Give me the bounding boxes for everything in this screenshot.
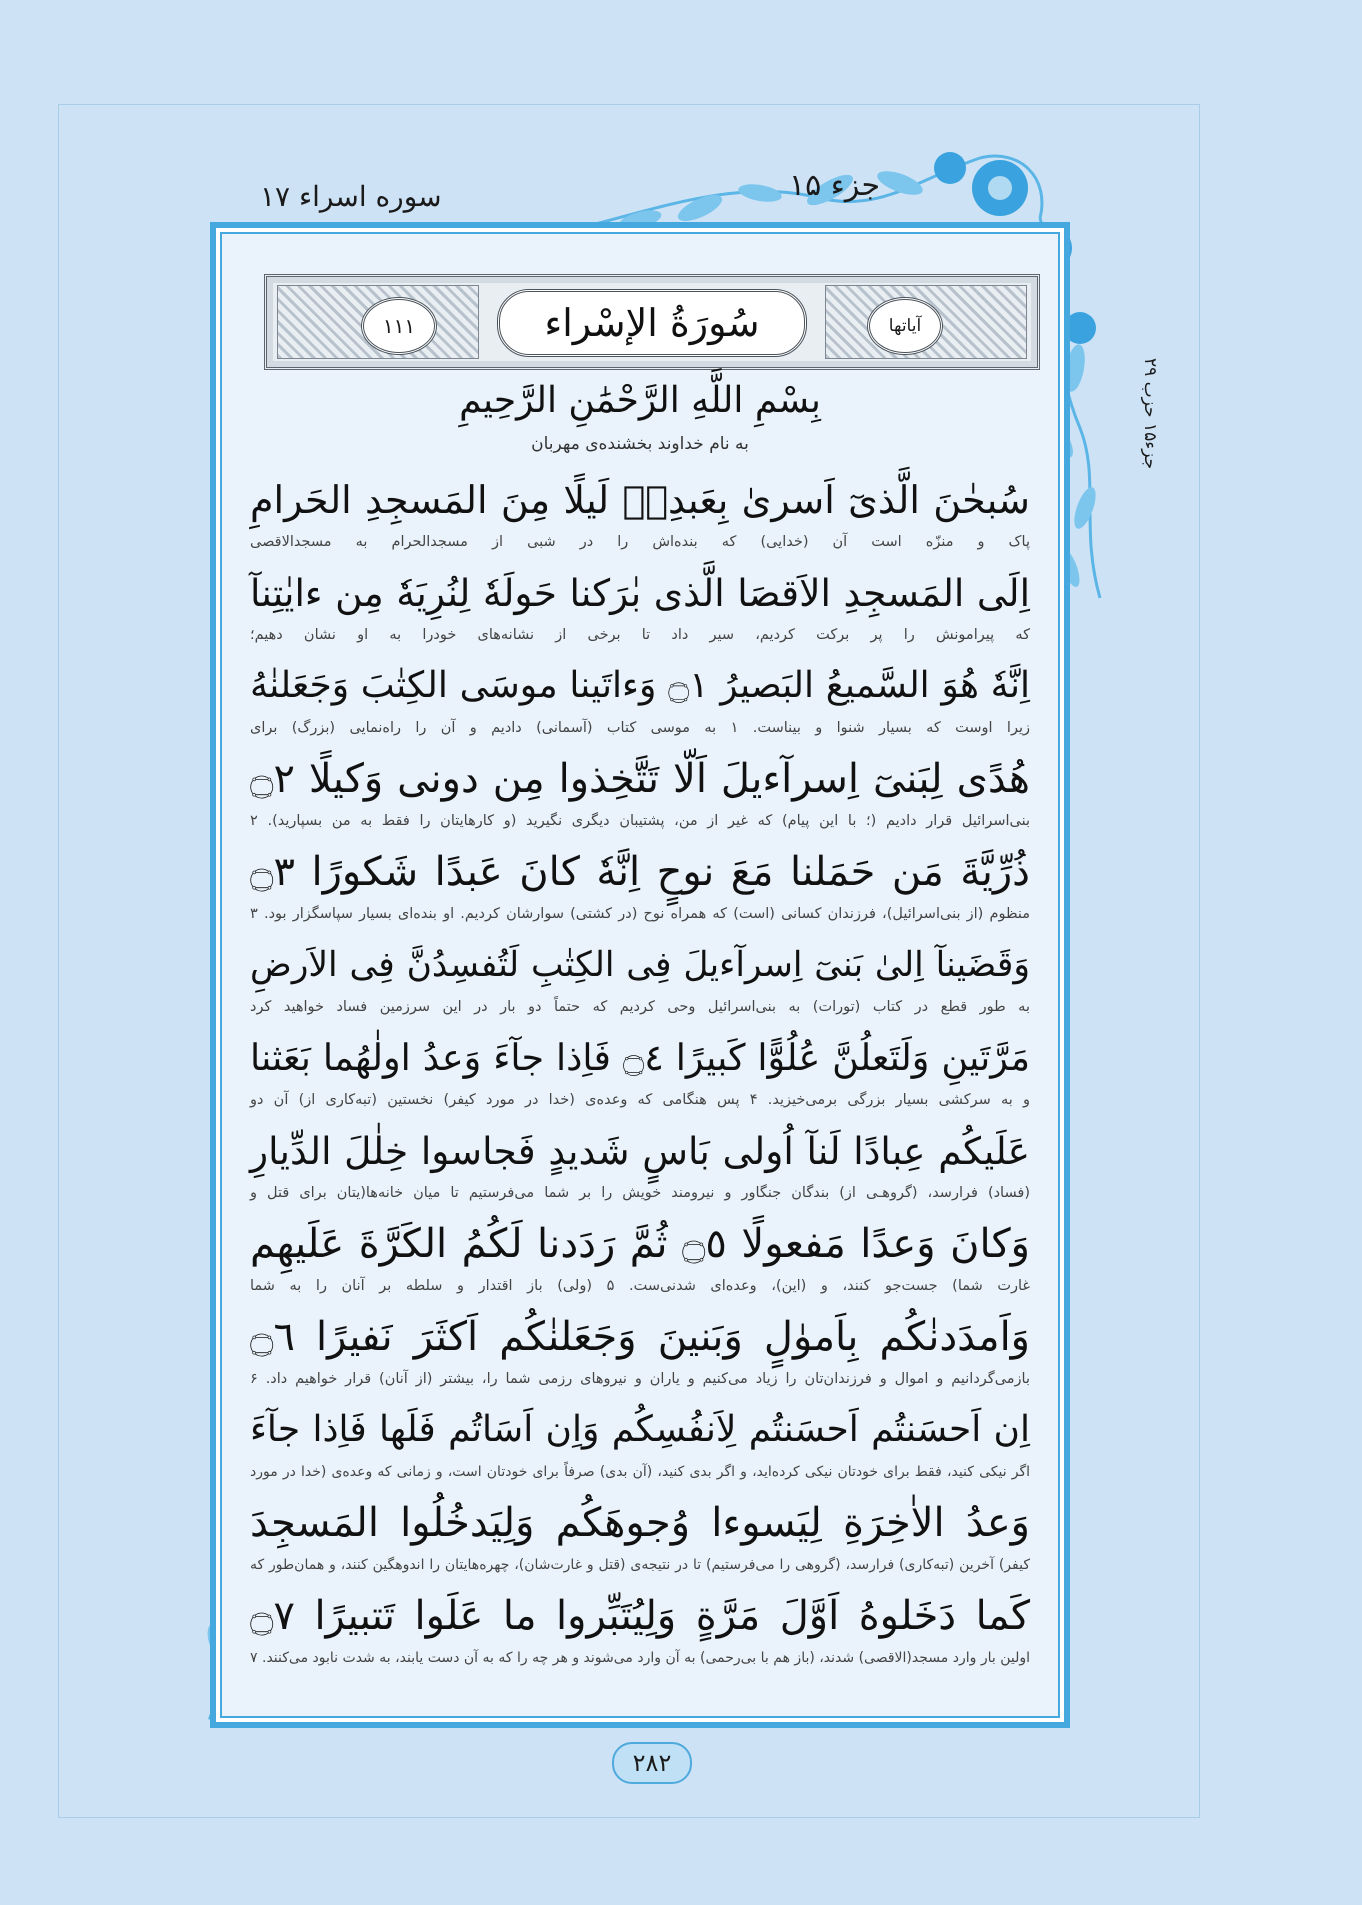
verse-line bbox=[250, 1588, 1030, 1681]
verse-line bbox=[250, 1495, 1030, 1588]
verse-lines bbox=[250, 472, 1030, 1681]
page-content-area bbox=[220, 232, 1060, 1718]
translation-text: اولین بار وارد مسجد(الاقصی) شدند، (باز هم با بی‌رحمی) به آن وارد می‌شوند و هر چه را که به آن دست یابند، به شدت نابود می‌کنند. ۷ bbox=[250, 1650, 1030, 1666]
verse-line bbox=[250, 472, 1030, 565]
arabic-text: اِن اَحسَنتُم اَحسَنتُم لِاَنفُسِکُم وَاِن اَسَاتُم فَلَها فَاِذا جآءَ bbox=[250, 1409, 1030, 1450]
translation-text: منظوم (از بنی‌اسرائیل)، فرزندان کسانی (است) که همراه نوح (در کشتی) سوارشان کردیم. او بنده‌ای بسیار سپاسگزار بود. ۳ bbox=[250, 906, 1030, 922]
translation-text: غارت شما) جست‌جو کنند، و (این)، وعده‌ای شدنی‌ست. ۵ (ولی) باز اقتدار و سلطه بر آنان را به شما bbox=[250, 1278, 1031, 1294]
surah-title: سُورَةُ الإسْراء bbox=[497, 289, 807, 357]
verse-line bbox=[250, 658, 1030, 751]
arabic-text: وَقَضَینآ اِلیٰ بَنیٓ اِسرآءیلَ فِی الکِتٰبِ لَتُفسِدُنَّ فِی الاَرضِ bbox=[250, 945, 1030, 985]
verse-count-badge: ۱۱۱ bbox=[361, 297, 437, 355]
verse-line bbox=[250, 1216, 1030, 1309]
translation-text: کیفر) آخرین (تبه‌کاری) فرارسد، (گروهی را می‌فرستیم) تا در نتیجه‌ی (قتل و غارت‌شان)، چهره‌هایتان را اندوهگین کنند، و همان‌طور که bbox=[250, 1557, 1030, 1573]
arabic-text: اِنَّهٗ هُوَ السَّمیعُ البَصیرُ ۝١ وَءاتَینا موسَی الکِتٰبَ وَجَعَلنٰهُ bbox=[250, 665, 1030, 706]
arabic-text: عَلَیکُم عِبادًا لَنآ اُولی بَاسٍ شَدیدٍ فَجاسوا خِلٰلَ الدِّیارِ bbox=[250, 1129, 1030, 1173]
arabic-text: ذُرِّیَّةَ مَن حَمَلنا مَعَ نوحٍ اِنَّهٗ کانَ عَبدًا شَکورًا ۝٣ bbox=[250, 849, 1030, 895]
arabic-text: کَما دَخَلوهُ اَوَّلَ مَرَّةٍ وَلِیُتَبِّروا ما عَلَوا تَتبیرًا ۝٧ bbox=[250, 1593, 1030, 1639]
verse-line bbox=[250, 1402, 1030, 1495]
translation-text: به طور قطع در کتاب (تورات) به بنی‌اسرائیل وحی کردیم که حتماً دو بار در این سرزمین فساد خواهید کرد bbox=[250, 999, 1030, 1015]
juz-label: جزء ۱۵ bbox=[789, 168, 880, 203]
verse-line bbox=[250, 1123, 1030, 1216]
ayat-label-badge: آیاتها bbox=[867, 297, 943, 355]
side-hizb-label: جزء۱۵ حزب ۲۹ bbox=[1140, 358, 1160, 470]
verse-line bbox=[250, 1030, 1030, 1123]
verse-line bbox=[250, 844, 1030, 937]
page-number: ۲۸۲ bbox=[612, 1742, 692, 1784]
arabic-text: وَکانَ وَعدًا مَفعولًا ۝٥ ثُمَّ رَدَدنا لَکُمُ الکَرَّةَ عَلَیهِم bbox=[250, 1221, 1030, 1267]
arabic-text: هُدًی لِبَنیٓ اِسرآءیلَ اَلّا تَتَّخِذوا مِن دونی وَکیلًا ۝٢ bbox=[250, 756, 1030, 802]
arabic-text: وَعدُ الاٰخِرَةِ لِیَسوءا وُجوهَکُم وَلِیَدخُلُوا المَسجِدَ bbox=[250, 1500, 1030, 1546]
verse-line bbox=[250, 751, 1030, 844]
translation-text: بنی‌اسرائیل قرار دادیم (؛ با این پیام) که غیر از من، پشتیبان دیگری نگیرید (و کارهایتان را فقط به من بسپارید). ۲ bbox=[250, 813, 1030, 829]
translation-text: اگر نیکی کنید، فقط برای خودتان نیکی کرده‌اید، و اگر بدی کنید، (آن بدی) صرفاً برای خودتان است، و زمانی که وعده‌ی (خدا در مورد bbox=[250, 1464, 1030, 1480]
page-inner-border bbox=[216, 228, 1064, 1722]
translation-text: که پیرامونش را پر برکت کردیم، سیر داد تا برخی از نشانه‌های خودرا به او نشان دهیم؛ bbox=[250, 627, 1030, 643]
arabic-text: سُبحٰنَ الَّذیٓ اَسریٰ بِعَبدِهٖ لَیلًا مِنَ المَسجِدِ الحَرامِ bbox=[250, 478, 1030, 522]
verse-line bbox=[250, 1309, 1030, 1402]
translation-text: بازمی‌گردانیم و اموال و فرزندان‌تان را زیاد می‌کنیم و یاران و نیروهای رزمی شما را، بیشتر (از آنان) قرار خواهیم داد. ۶ bbox=[250, 1371, 1030, 1387]
arabic-text: اِلَی المَسجِدِ الاَقصَا الَّذی بٰرَکنا حَولَهٗ لِنُرِیَهٗ مِن ءایٰتِنآ bbox=[250, 571, 1030, 615]
surah-title-band bbox=[264, 274, 1040, 370]
translation-text: پاک و منزّه است آن (خدایی) که بنده‌اش را در شبی از مسجدالحرام به مسجدالاقصی bbox=[250, 534, 1030, 550]
translation-text: زیرا اوست که بسیار شنوا و بیناست. ۱ به موسی کتاب (آسمانی) دادیم و آن را راه‌نمایی (بزرگ) برای bbox=[250, 720, 1030, 736]
translation-text: و به سرکشی بسیار بزرگی برمی‌خیزید. ۴ پس هنگامی که وعده‌ی (خدا در مورد کیفر) نخستین (تبه‌کاری از) آن دو bbox=[250, 1092, 1030, 1108]
quran-page bbox=[210, 222, 1070, 1728]
arabic-text: مَرَّتَینِ وَلَتَعلُنَّ عُلُوًّا کَبیرًا ۝٤ فَاِذا جآءَ وَعدُ اولٰهُما بَعَثنا bbox=[250, 1036, 1030, 1079]
verse-line bbox=[250, 937, 1030, 1030]
page-header bbox=[260, 168, 880, 218]
basmala: بِسْمِ اللَّهِ الرَّحْمَٰنِ الرَّحِيمِ bbox=[459, 380, 821, 421]
basmala-translation: به نام خداوند بخشنده‌ی مهربان bbox=[531, 434, 749, 454]
surah-label: سوره اسراء ۱۷ bbox=[260, 180, 442, 213]
verse-line bbox=[250, 565, 1030, 658]
arabic-text: وَاَمدَدنٰکُم بِاَموٰلٍ وَبَنینَ وَجَعَلنٰکُم اَکثَرَ نَفیرًا ۝٦ bbox=[250, 1314, 1030, 1360]
translation-text: (فساد) فرارسد، (گروهـی از) بندگان جنگاور و نیرومند خویش را بر شما می‌فرستیم تا میان خانه‌ها(یتان برای قتل و bbox=[250, 1185, 1030, 1201]
